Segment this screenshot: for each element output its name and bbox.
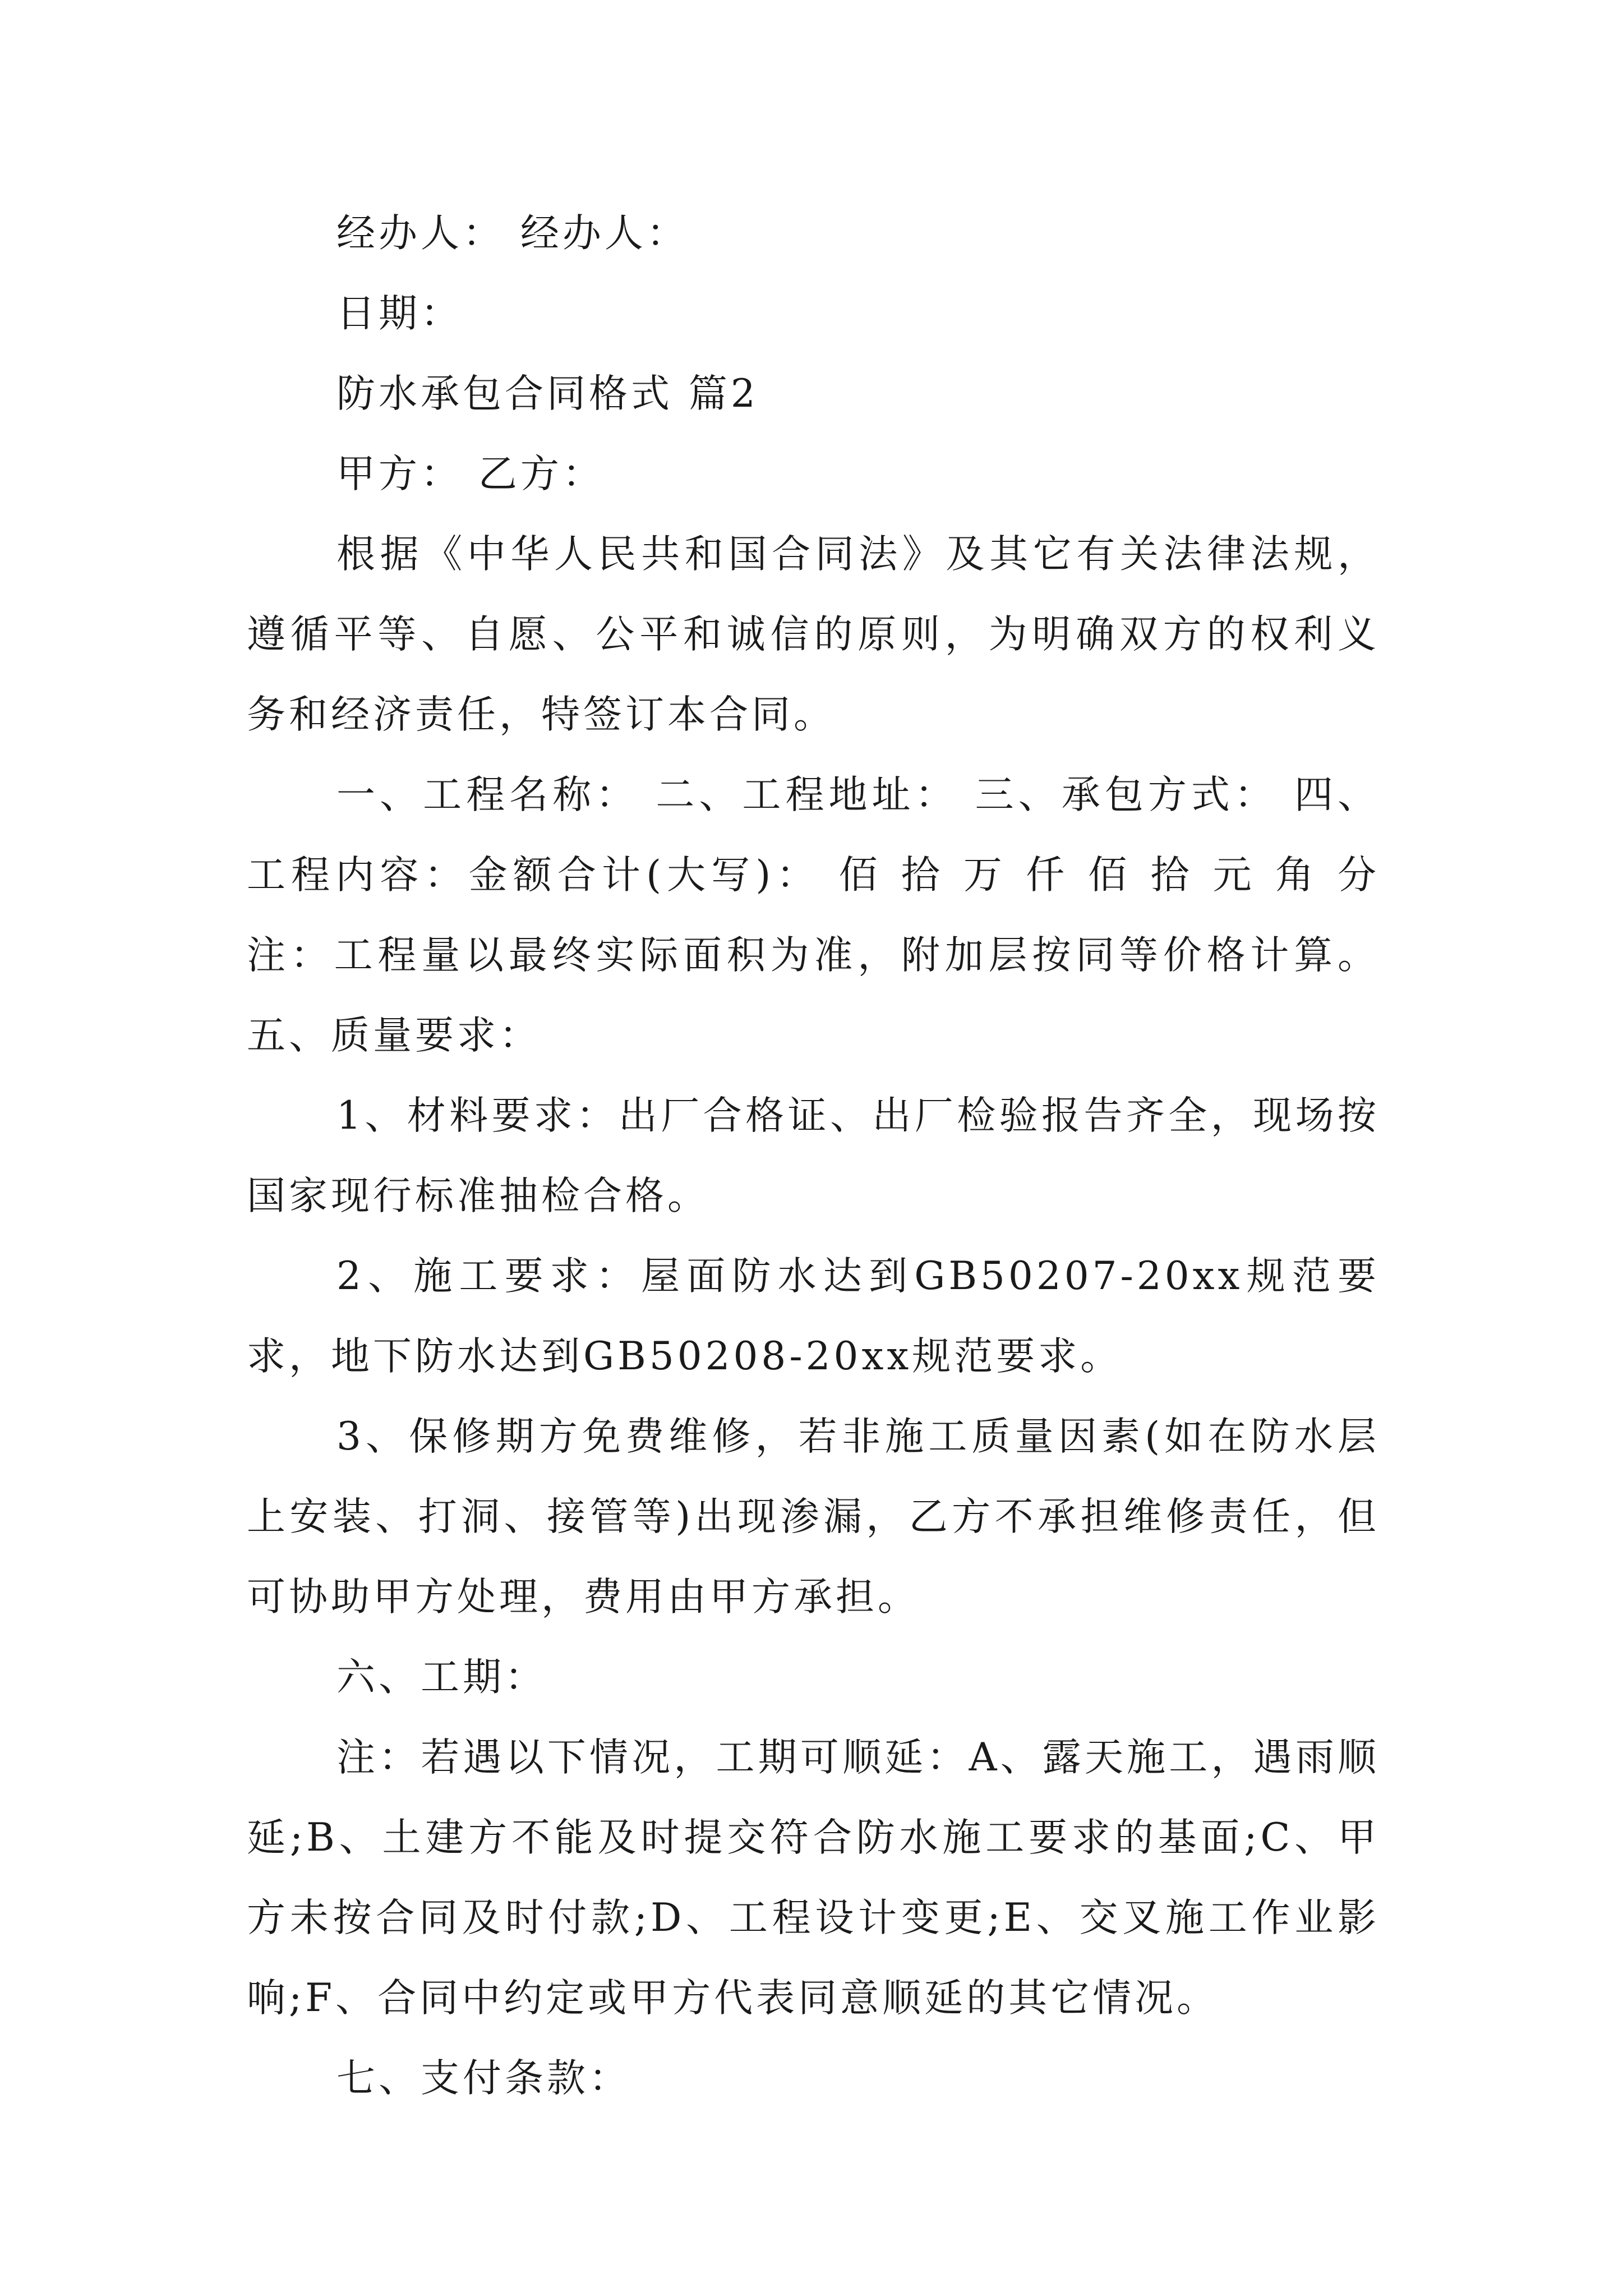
payment-heading: 七、支付条款： — [336, 2056, 631, 2101]
schedule-note-paragraph: 注：若遇以下情况，工期可顺延：A、露天施工，遇雨顺延;B、土建方不能及时提交符合防水施工要求的基面;C、甲方未按合同及时付款;D、工程设计变更;E、交叉施工作业影响;F、合同中约定或甲方代表同意顺延的其它情况。 — [247, 1735, 1380, 2021]
material-requirements-paragraph: 1、材料要求：出厂合格证、出厂检验报告齐全，现场按国家现行标准抽检合格。 — [247, 1093, 1380, 1218]
parties-line: 甲方： 乙方： — [336, 452, 605, 496]
section-heading: 防水承包合同格式 篇2 — [336, 371, 759, 416]
warranty-paragraph: 3、保修期方免费维修，若非施工质量因素(如在防水层上安装、打洞、接管等)出现渗漏，乙方不承担维修责任，但可协助甲方处理，费用由甲方承担。 — [247, 1414, 1380, 1619]
schedule-heading: 六、工期： — [336, 1655, 547, 1700]
document-body — [247, 194, 1380, 2119]
preamble-paragraph: 根据《中华人民共和国合同法》及其它有关法律法规，遵循平等、自愿、公平和诚信的原则，为明确双方的权利义务和经济责任，特签订本合同。 — [247, 532, 1380, 737]
construction-requirements-paragraph: 2、施工要求：屋面防水达到GB50207-20xx规范要求，地下防水达到GB50208-20xx规范要求。 — [247, 1254, 1380, 1379]
project-terms-paragraph: 一、工程名称： 二、工程地址： 三、承包方式： 四、工程内容：金额合计(大写)： 佰 拾 万 仟 佰 拾 元 角 分 注：工程量以最终实际面积为准，附加层按同等价格计算。 五、质量要求： — [247, 772, 1380, 1058]
date-line: 日期： — [336, 291, 463, 336]
signature-line: 经办人： 经办人： — [336, 211, 689, 256]
